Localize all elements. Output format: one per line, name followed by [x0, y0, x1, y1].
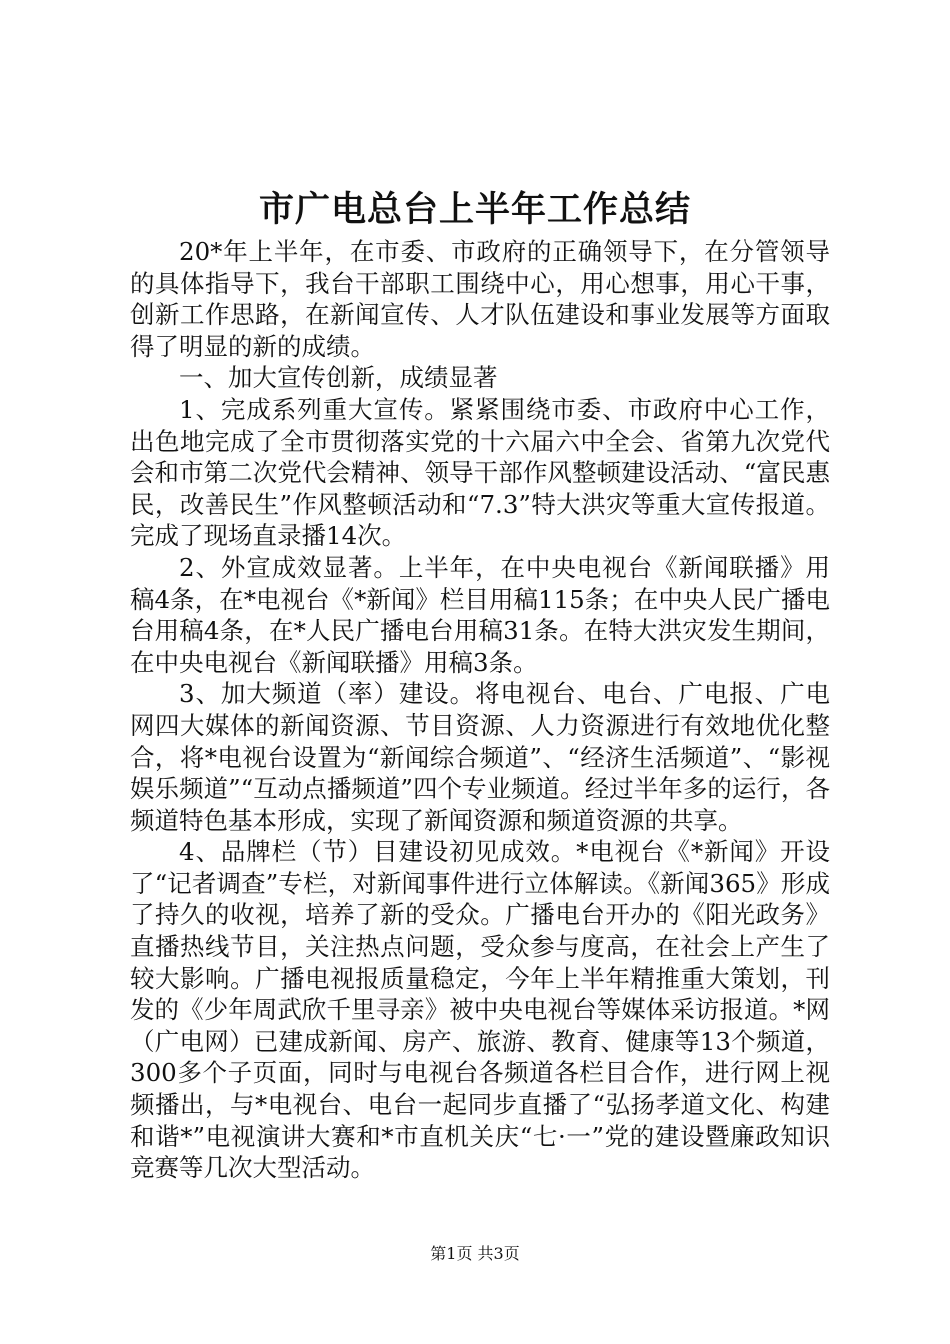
document-body: [130, 236, 830, 1184]
section-heading-1: 一、加大宣传创新，成绩显著: [179, 363, 498, 393]
document-title: 市广电总台上半年工作总结: [258, 189, 691, 230]
paragraph-item-4: 4、品牌栏（节）目建设初见成效。*电视台《*新闻》开设了“记者调查”专栏，对新闻事件进行立体解读。《新闻365》形成了持久的收视，培养了新的受众。广播电台开办的《阳光政务》直播热线节目，关注热点问题，受众参与度高，在社会上产生了较大影响。广播电视报质量稳定，今年上半年精推重大策划，刊发的《少年周武欣千里寻亲》被中央电视台等媒体采访报道。*网（广电网）已建成新闻、房产、旅游、教育、健康等13个频道，300多个子页面，同时与电视台各频道各栏目合作，进行网上视频播出，与*电视台、电台一起同步直播了“弘扬孝道文化、构建和谐*”电视演讲大赛和*市直机关庆“七·一”党的建设暨廉政知识竞赛等几次大型活动。: [130, 837, 830, 1183]
page-number-footer: 第1页 共3页: [430, 1244, 520, 1263]
paragraph-item-1: 1、完成系列重大宣传。紧紧围绕市委、市政府中心工作，出色地完成了全市贯彻落实党的十六届六中全会、省第九次党代会和市第二次党代会精神、领导干部作风整顿建设活动、“富民惠民，改善民生”作风整顿活动和“7.3”特大洪灾等重大宣传报道。完成了现场直录播14次。: [130, 394, 830, 551]
paragraph-item-2: 2、外宣成效显著。上半年，在中央电视台《新闻联播》用稿4条，在*电视台《*新闻》栏目用稿115条；在中央人民广播电台用稿4条，在*人民广播电台用稿31条。在特大洪灾发生期间，在中央电视台《新闻联播》用稿3条。: [130, 552, 830, 677]
paragraph-intro: 20*年上半年，在市委、市政府的正确领导下，在分管领导的具体指导下，我台干部职工围绕中心，用心想事，用心干事，创新工作思路，在新闻宣传、人才队伍建设和事业发展等方面取得了明显的新的成绩。: [130, 237, 830, 361]
paragraph-item-3: 3、加大频道（率）建设。将电视台、电台、广电报、广电网四大媒体的新闻资源、节目资源、人力资源进行有效地优化整合，将*电视台设置为“新闻综合频道”、“经济生活频道”、“影视娱乐频道”“互动点播频道”四个专业频道。经过半年多的运行，各频道特色基本形成，实现了新闻资源和频道资源的共享。: [130, 679, 830, 835]
